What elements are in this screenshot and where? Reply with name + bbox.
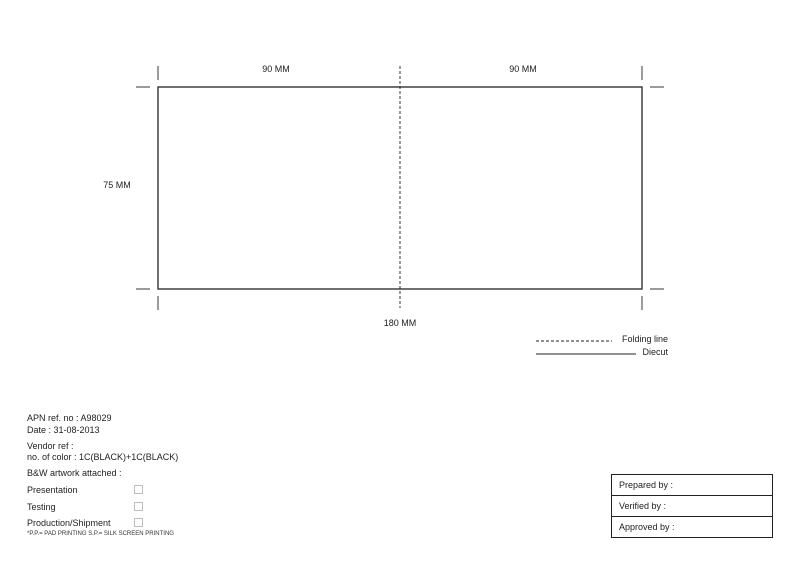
verified-by: Verified by : bbox=[612, 496, 772, 517]
stage-presentation-label: Presentation bbox=[27, 485, 78, 495]
stage-production-checkbox[interactable] bbox=[134, 518, 143, 527]
dim-left-width: 90 MM bbox=[262, 64, 290, 74]
vendor-ref: Vendor ref : bbox=[27, 441, 74, 451]
artwork-attached: B&W artwork attached : bbox=[27, 468, 122, 478]
dim-height: 75 MM bbox=[103, 180, 131, 190]
approved-by: Approved by : bbox=[619, 522, 675, 532]
dim-right-width: 90 MM bbox=[509, 64, 537, 74]
dim-total-width: 180 MM bbox=[383, 318, 417, 328]
stage-testing-checkbox[interactable] bbox=[134, 502, 143, 511]
signoff-table bbox=[611, 474, 773, 538]
legend-folding-label: Folding line bbox=[621, 334, 668, 344]
date: Date : 31-08-2013 bbox=[27, 425, 100, 435]
prepared-by: Prepared by : bbox=[612, 475, 772, 496]
apn-ref: APN ref. no : A98029 bbox=[27, 413, 112, 423]
color-count: no. of color : 1C(BLACK)+1C(BLACK) bbox=[27, 452, 179, 462]
stage-presentation-checkbox[interactable] bbox=[134, 485, 143, 494]
printing-footnote: *P.P.= PAD PRINTING S.P.= SILK SCREEN PRINTING bbox=[27, 531, 174, 537]
stage-testing-label: Testing bbox=[27, 502, 56, 512]
legend-diecut-label: Diecut bbox=[642, 347, 668, 357]
stage-production-label: Production/Shipment bbox=[27, 518, 111, 528]
